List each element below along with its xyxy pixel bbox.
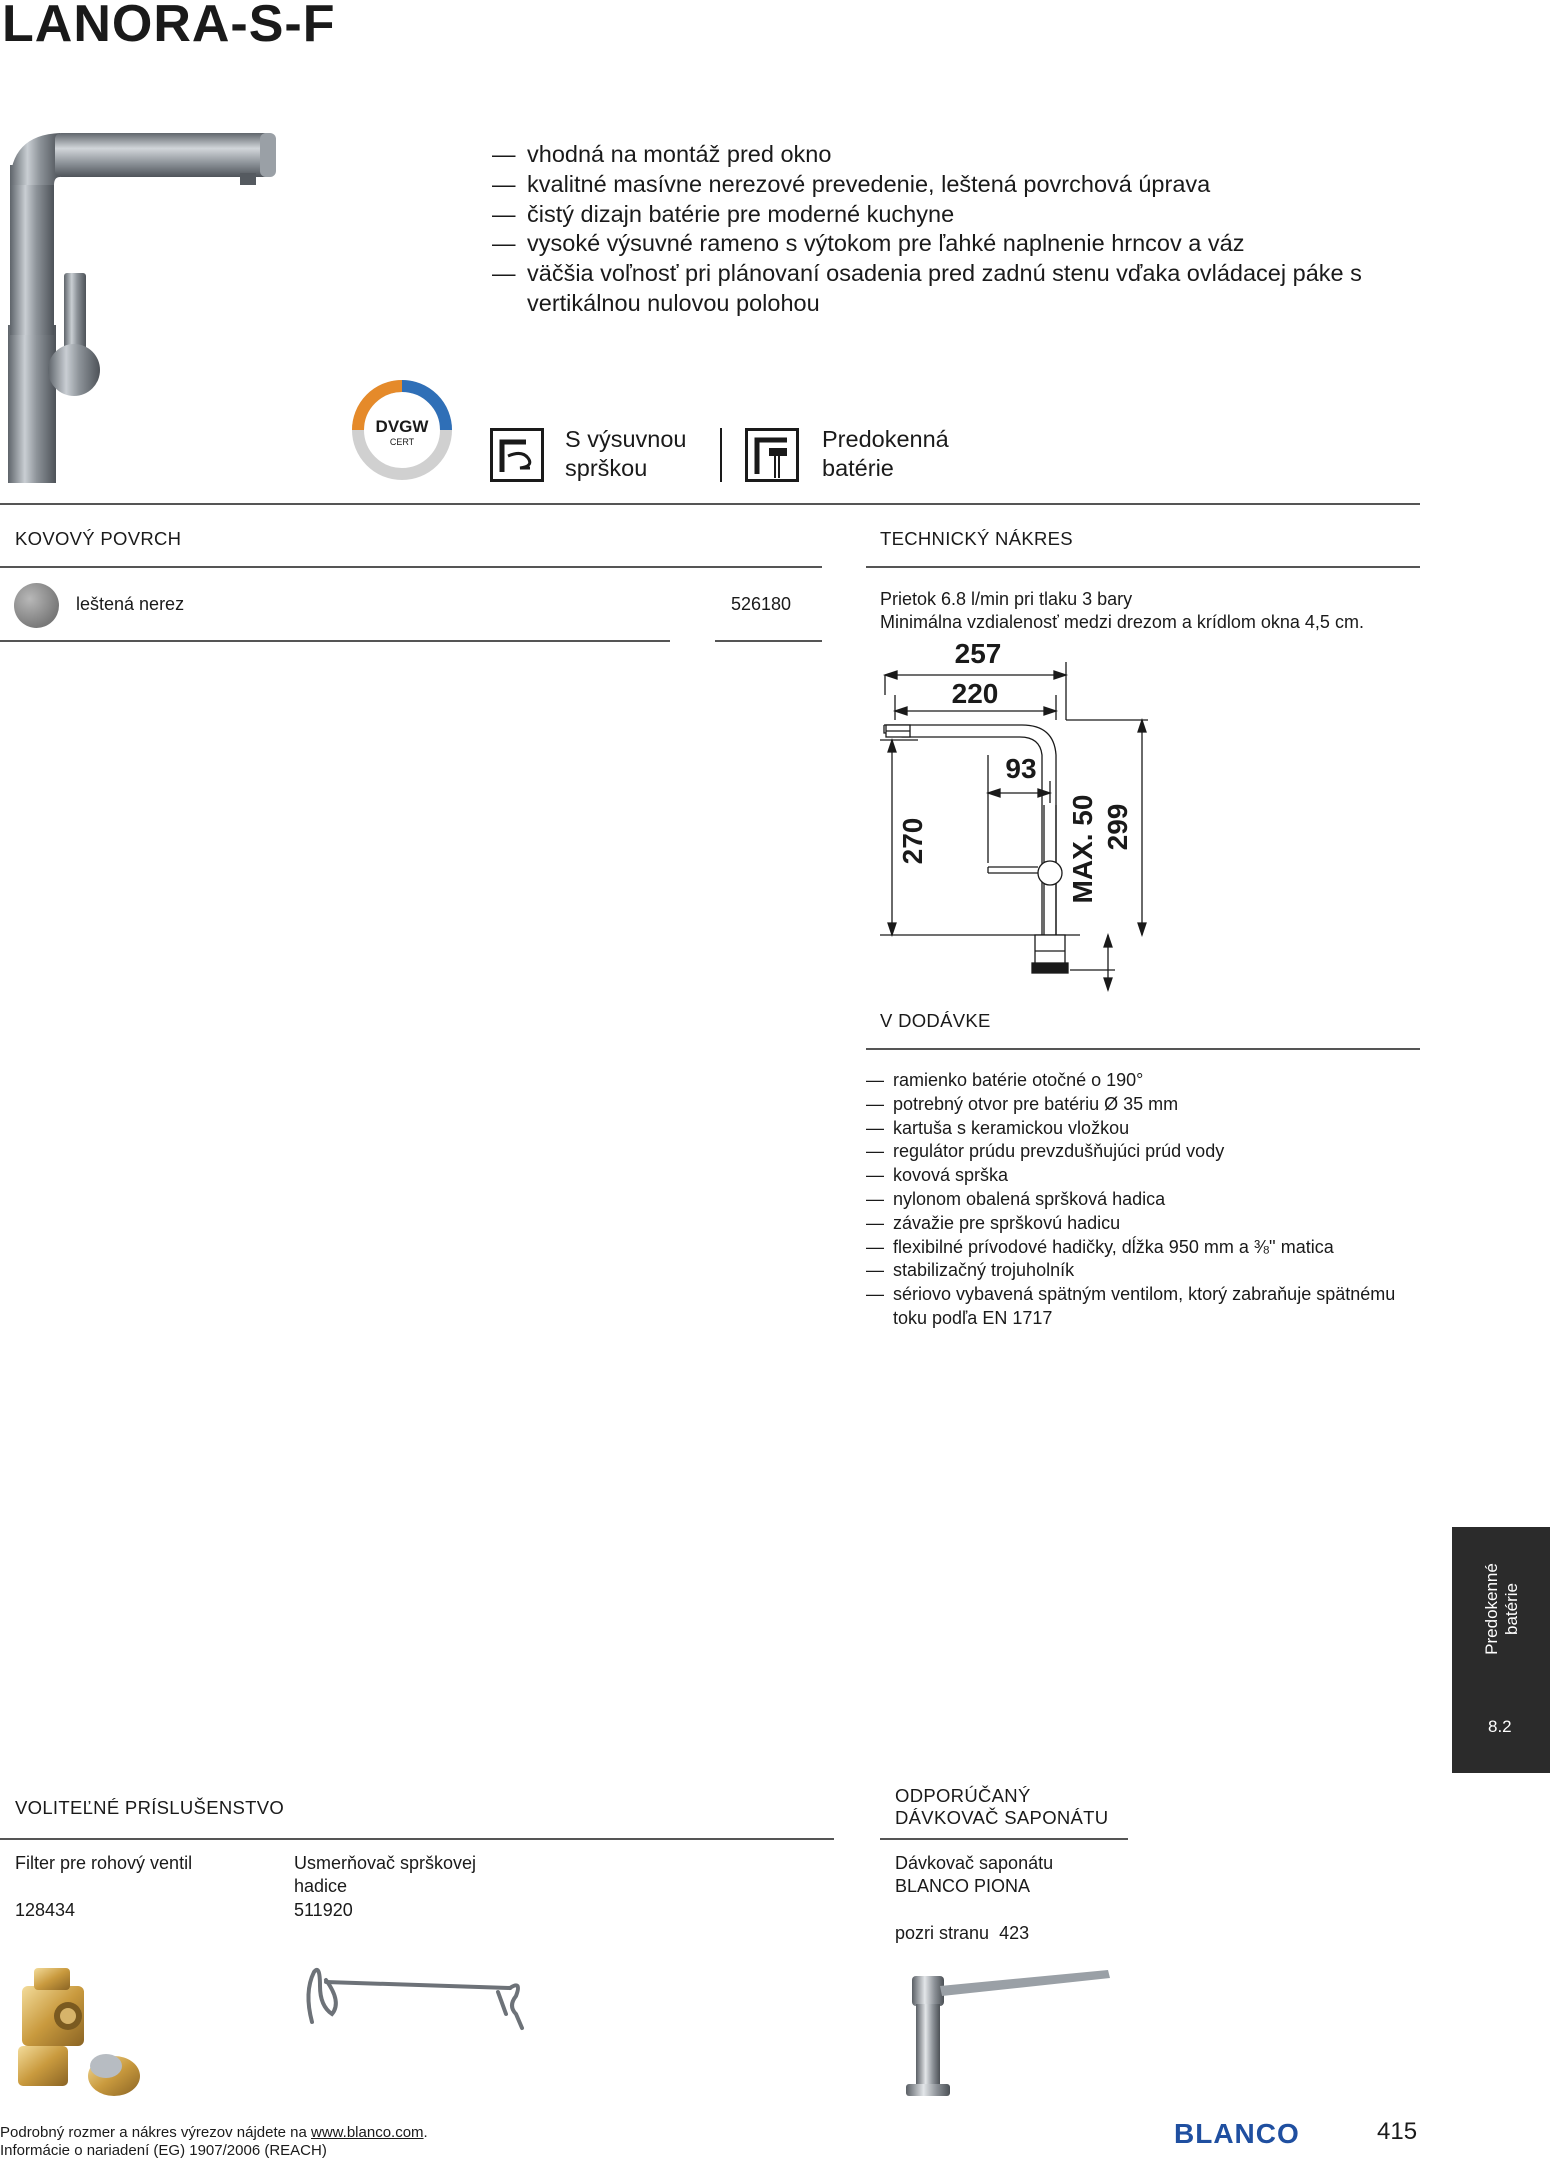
delivery-list [866, 1069, 1420, 1331]
dispenser-header [895, 1785, 1108, 1829]
accessory-name [294, 1852, 514, 1898]
accessory-name-line1: Usmerňovač sprškovej [294, 1853, 477, 1873]
finish-name: leštená nerez [76, 594, 185, 614]
page-number: 415 [1377, 2118, 1418, 2145]
delivery-item: — kovová sprška [866, 1164, 1420, 1188]
finish-swatch [14, 583, 59, 628]
pullout-label-line2: sprškou [565, 455, 648, 481]
delivery-item: — kartuša s keramickou vložkou [866, 1117, 1420, 1141]
accessory-code: 128434 [15, 1900, 76, 1920]
dispenser-ref-page: 423 [999, 1923, 1030, 1943]
badge-divider [720, 428, 722, 482]
accessories-header-rule [0, 1838, 834, 1840]
dim-max50-label: MAX. 50 [1067, 794, 1098, 904]
delivery-item: — potrebný otvor pre batériu Ø 35 mm [866, 1093, 1420, 1117]
dispenser-name [895, 1852, 1053, 1898]
delivery-item: — nylonom obalená spršková hadica [866, 1188, 1420, 1212]
footer-line2: Informácie o nariadení (EG) 1907/2006 (REACH) [0, 2142, 327, 2159]
hose-guide-product-image [290, 1962, 530, 2042]
window-label-line2: batérie [822, 455, 894, 481]
feature-item: — vhodná na montáž pred okno [492, 140, 1432, 170]
dvgw-label: DVGW [375, 417, 429, 436]
window-label-line1: Predokenná [822, 426, 949, 452]
accessory-name: Filter pre rohový ventil [15, 1853, 193, 1873]
window-label [822, 425, 949, 483]
dim-93-label: 93 [1005, 753, 1037, 784]
footer-line1-suffix: . [423, 2124, 428, 2141]
dispenser-header-rule [880, 1838, 1128, 1840]
blanco-logo: BLANCO [1174, 2118, 1300, 2149]
dispenser-header-line1: ODPORÚČANÝ [895, 1785, 1031, 1806]
dispenser-ref-label: pozri stranu [895, 1923, 990, 1943]
feature-item: — čistý dizajn batérie pre moderné kuchyne [492, 200, 1432, 230]
delivery-item: — stabilizačný trojuholník [866, 1259, 1420, 1283]
accessories-header: VOLITEĽNÉ PRÍSLUŠENSTVO [15, 1797, 285, 1818]
blanco-website-link[interactable]: www.blanco.com [311, 2124, 424, 2141]
feature-item: — vysoké výsuvné rameno s výtokom pre ľahké naplnenie hrncov a váz [492, 229, 1432, 259]
dvgw-cert-icon [350, 378, 454, 482]
section-divider [0, 503, 1420, 505]
dim-299-label: 299 [1102, 803, 1133, 851]
dispenser-name-line1: Dávkovač saponátu [895, 1853, 1054, 1873]
chapter-tab-label [1482, 1549, 1522, 1669]
footer-line1 [0, 2124, 428, 2142]
finish-row-rule [0, 640, 670, 642]
finish-header-rule [0, 566, 822, 568]
pullout-label [565, 425, 686, 483]
window-faucet-icon [745, 428, 799, 482]
accessory-code: 511920 [294, 1900, 353, 1920]
technical-drawing [870, 635, 1190, 995]
chapter-tab[interactable] [1452, 1527, 1550, 1773]
dispenser-name-line2: BLANCO PIONA [895, 1876, 1031, 1896]
delivery-header: V DODÁVKE [880, 1010, 991, 1031]
delivery-item: — regulátor prúdu prevzdušňujúci prúd vody [866, 1140, 1420, 1164]
dvgw-sub-label: CERT [389, 437, 415, 447]
accessory-name-line2: hadice [294, 1876, 348, 1896]
technical-header-rule [866, 566, 1420, 568]
finish-header: KOVOVÝ POVRCH [15, 528, 182, 549]
dispenser-page-ref [895, 1922, 1029, 1945]
chapter-tab-label-line1: Predokenné [1482, 1563, 1501, 1655]
chapter-tab-number: 8.2 [1488, 1717, 1512, 1736]
dim-220-label: 220 [951, 678, 999, 709]
dispenser-product-image [900, 1966, 1120, 2116]
faucet-product-image [0, 125, 290, 485]
technical-distance: Minimálna vzdialenosť medzi drezom a krídlom okna 4,5 cm. [880, 612, 1364, 632]
finish-code: 526180 [731, 594, 792, 614]
footer-line1-prefix: Podrobný rozmer a nákres výrezov nájdete na [0, 2124, 307, 2141]
dim-257-label: 257 [954, 638, 1002, 669]
dim-270-label: 270 [897, 817, 928, 865]
delivery-item: — závažie pre sprškovú hadicu [866, 1212, 1420, 1236]
technical-flow: Prietok 6.8 l/min pri tlaku 3 bary [880, 589, 1133, 609]
page-title: LANORA-S-F [2, 0, 336, 53]
feature-list [492, 140, 1432, 319]
dispenser-header-line2: DÁVKOVAČ SAPONÁTU [895, 1807, 1109, 1828]
feature-item: — kvalitné masívne nerezové prevedenie, leštená povrchová úprava [492, 170, 1432, 200]
pullout-label-line1: S výsuvnou [565, 426, 687, 452]
filter-product-image [14, 1968, 144, 2098]
delivery-header-rule [866, 1048, 1420, 1050]
footer-text [0, 2124, 428, 2160]
technical-header: TECHNICKÝ NÁKRES [880, 528, 1073, 549]
feature-item: — väčšia voľnosť pri plánovaní osadenia pred zadnú stenu vďaka ovládacej páke s vertikálnou nulovou polohou [492, 259, 1432, 319]
delivery-item: — sériovo vybavená spätným ventilom, ktorý zabraňuje spätnému toku podľa EN 1717 [866, 1283, 1420, 1331]
chapter-tab-label-line2: batérie [1502, 1583, 1521, 1635]
pullout-spray-icon [490, 428, 544, 482]
finish-code-rule [715, 640, 822, 642]
delivery-item: — flexibilné prívodové hadičky, dĺžka 950 mm a ⅜'' matica [866, 1236, 1420, 1260]
delivery-item: — ramienko batérie otočné o 190° [866, 1069, 1420, 1093]
